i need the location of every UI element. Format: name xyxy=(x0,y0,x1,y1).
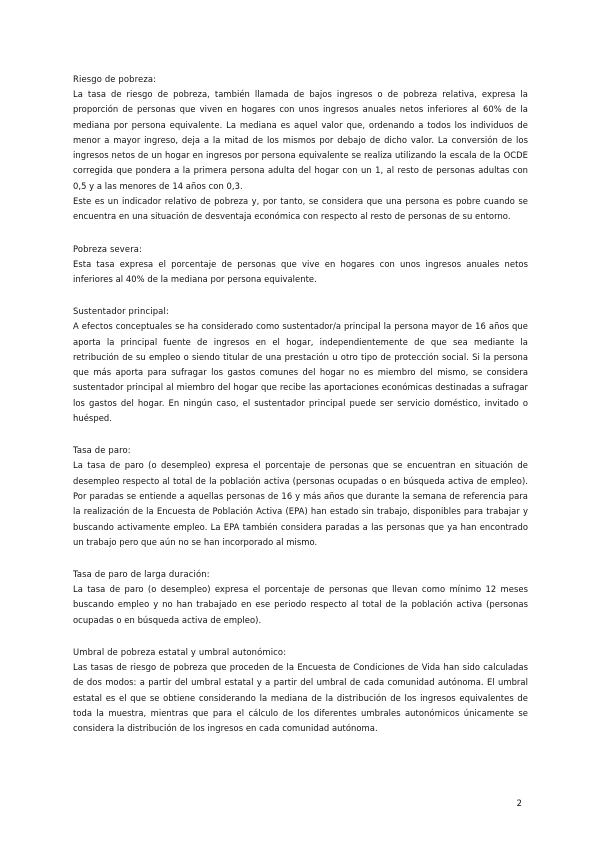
section-paragraph: La tasa de paro (o desempleo) expresa el porcentaje de personas que llevan como mínimo 12 meses buscando empleo y no han trabajado en ese periodo respecto al total de la población activa (personas ocupadas o en búsqueda activa de empleo). xyxy=(73,584,528,625)
section-paragraph: La tasa de paro (o desempleo) expresa el porcentaje de personas que se encuentran en situación de desempleo respecto al total de la población activa (personas ocupadas o en búsqueda activa de empleo). Por paradas se entiende a aquellas personas de 16 y más años que durante la semana de referencia para la realización de la Encuesta de Población Activa (EPA) han estado sin trabajo, disponibles para trabajar y buscando activamente empleo. La EPA también considera paradas a las personas que ya han encontrado un trabajo pero que aún no se han incorporado al mismo. xyxy=(73,460,528,547)
section-tasa-de-paro xyxy=(73,443,528,550)
section-paragraph: Las tasas de riesgo de pobreza que proceden de la Encuesta de Condiciones de Vida han sido calculadas de dos modos: a partir del umbral estatal y a partir del umbral de cada comunidad autónoma. El umbral estatal es el que se obtiene considerando la mediana de la distribución de los ingresos equivalentes de toda la muestra, mientras que para el cálculo de los diferentes umbrales autonómicos únicamente se considera la distribución de los ingresos en cada comunidad autónoma. xyxy=(73,662,528,734)
page-number: 2 xyxy=(516,798,522,808)
section-heading: Pobreza severa: xyxy=(73,243,143,254)
section-heading: Riesgo de pobreza: xyxy=(73,74,157,84)
section-paragraph: Esta tasa expresa el porcentaje de personas que vive en hogares con unos ingresos anuales netos inferiores al 40% de la mediana por persona equivalente. xyxy=(73,258,528,284)
section-paragraph: A efectos conceptuales se ha considerado como sustentador/a principal la persona mayor de 16 años que aporta la principal fuente de ingresos en el hogar, independientemente de que sea mediante la retribución de su empleo o siendo titular de una prestación u otro tipo de protección social. Si la persona que más aporta para sufragar los gastos comunes del hogar no es miembro del mismo, se considera sustentador principal al miembro del hogar que recibe las aportaciones económicas destinadas a sufragar los gastos del hogar. En ningún caso, el sustentador principal puede ser servicio doméstico, invitado o huésped. xyxy=(73,321,528,424)
section-sustentador-principal xyxy=(73,304,528,426)
section-paragraph: La tasa de riesgo de pobreza, también llamada de bajos ingresos o de pobreza relativa, expresa la proporción de personas que viven en hogares con unos ingresos anuales netos inferiores al 60% de la mediana por persona equivalente. La mediana es aquel valor que, ordenando a todos los individuos de menor a mayor ingreso, deja a la mitad de los mismos por debajo de dicho valor. La conversión de los ingresos netos de un hogar en ingresos por persona equivalente se realiza utilizando la escala de la OCDE corregida que pondera a la primera persona adulta del hogar con un 1, al resto de personas adultas con 0,5 y a las menores de 14 años con 0,3. xyxy=(73,89,528,191)
document-body xyxy=(73,72,528,754)
section-heading: Sustentador principal: xyxy=(73,306,169,317)
section-umbral-de-pobreza xyxy=(73,645,528,736)
section-tasa-de-paro-larga-duracion xyxy=(73,567,528,628)
section-heading: Umbral de pobreza estatal y umbral autonómico: xyxy=(73,647,287,658)
section-riesgo-de-pobreza xyxy=(73,72,528,225)
section-paragraph: Este es un indicador relativo de pobreza y, por tanto, se considera que una persona es pobre cuando se encuentra en una situación de desventaja económica con respecto al resto de personas de su entorno. xyxy=(73,196,528,222)
section-pobreza-severa xyxy=(73,242,528,288)
section-heading: Tasa de paro: xyxy=(73,445,131,456)
section-heading: Tasa de paro de larga duración: xyxy=(73,569,210,580)
